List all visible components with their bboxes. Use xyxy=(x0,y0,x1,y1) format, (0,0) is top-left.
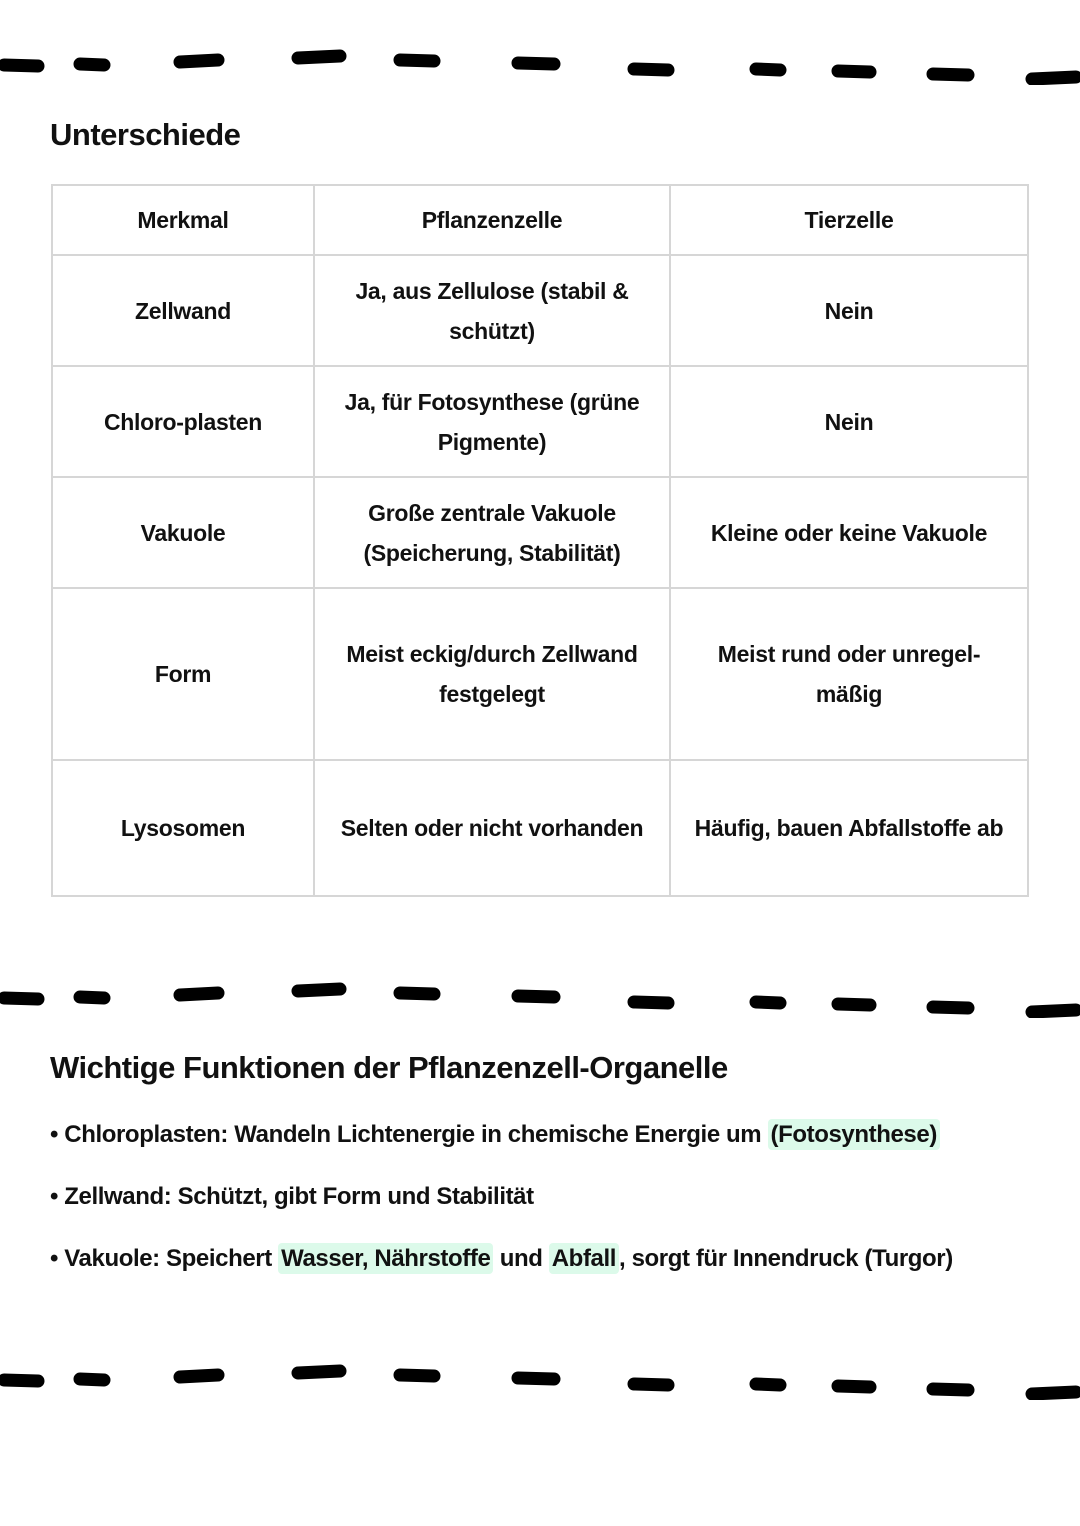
dash-mark xyxy=(933,1389,968,1390)
cell: Häufig, bauen Abfallstoffe ab xyxy=(670,760,1028,896)
header-pflanzenzelle: Pflanzenzelle xyxy=(314,185,670,255)
table-row xyxy=(52,588,1028,760)
table-row xyxy=(52,477,1028,588)
highlight: Abfall xyxy=(549,1243,619,1274)
bullet-text: • Vakuole: Speichert xyxy=(50,1245,279,1272)
dash-mark xyxy=(634,69,668,70)
section-title-funktionen: Wichtige Funktionen der Pflanzenzell-Organelle xyxy=(50,1050,728,1085)
dash-mark xyxy=(518,996,554,997)
dash-mark xyxy=(518,63,554,64)
dash-mark xyxy=(180,60,218,62)
cell: Ja, aus Zellulose (stabil & schützt) xyxy=(314,255,670,366)
dash-mark xyxy=(400,993,434,994)
cell: Nein xyxy=(670,255,1028,366)
cell: Form xyxy=(52,588,314,760)
dash-mark xyxy=(298,989,340,991)
dashed-divider xyxy=(0,45,1080,85)
cell: Vakuole xyxy=(52,477,314,588)
dash-mark xyxy=(4,65,38,66)
dashed-divider xyxy=(0,978,1080,1018)
bullet-chloroplasten xyxy=(50,1115,953,1177)
header-tierzelle: Tierzelle xyxy=(670,185,1028,255)
dash-mark xyxy=(933,74,968,75)
dash-mark xyxy=(1032,1392,1076,1394)
dash-mark xyxy=(1032,77,1076,79)
bullet-zellwand xyxy=(50,1177,953,1239)
dash-mark xyxy=(4,1380,38,1381)
cell: Selten oder nicht vorhanden xyxy=(314,760,670,896)
dash-mark xyxy=(180,993,218,995)
dash-mark xyxy=(756,1002,780,1003)
table-row xyxy=(52,760,1028,896)
dash-mark xyxy=(838,1004,870,1005)
dash-mark xyxy=(4,998,38,999)
dash-mark xyxy=(518,1378,554,1379)
section-title-unterschiede: Unterschiede xyxy=(50,117,241,152)
dash-mark xyxy=(838,1386,870,1387)
highlight: Wasser, Nährstoffe xyxy=(278,1243,493,1274)
bullet-list xyxy=(50,1115,953,1301)
dashed-divider xyxy=(0,1360,1080,1400)
dash-mark xyxy=(756,69,780,70)
dash-mark xyxy=(1032,1010,1076,1012)
cell: Große zentrale Vakuole (Speicherung, Stabilität) xyxy=(314,477,670,588)
cell: Zellwand xyxy=(52,255,314,366)
dash-mark xyxy=(298,56,340,58)
header-merkmal: Merkmal xyxy=(52,185,314,255)
comparison-table xyxy=(51,184,1029,897)
dash-mark xyxy=(80,1379,104,1380)
cell: Nein xyxy=(670,366,1028,477)
table-row xyxy=(52,255,1028,366)
dash-mark xyxy=(756,1384,780,1385)
table-row xyxy=(52,366,1028,477)
dash-mark xyxy=(634,1384,668,1385)
dash-mark xyxy=(80,64,104,65)
cell: Ja, für Fotosynthese (grüne Pigmente) xyxy=(314,366,670,477)
cell: Meist rund oder unregel-mäßig xyxy=(670,588,1028,760)
dash-mark xyxy=(400,1375,434,1376)
bullet-text: • Zellwand: Schützt, gibt Form und Stabilität xyxy=(50,1183,534,1210)
dash-mark xyxy=(838,71,870,72)
dash-mark xyxy=(80,997,104,998)
bullet-text: und xyxy=(493,1245,549,1272)
cell: Lysosomen xyxy=(52,760,314,896)
dash-mark xyxy=(298,1371,340,1373)
bullet-text: • Chloroplasten: Wandeln Lichtenergie in chemische Energie um xyxy=(50,1121,768,1148)
highlight: (Fotosynthese) xyxy=(768,1119,940,1150)
dash-mark xyxy=(634,1002,668,1003)
dash-mark xyxy=(180,1375,218,1377)
dash-mark xyxy=(400,60,434,61)
cell: Kleine oder keine Vakuole xyxy=(670,477,1028,588)
dash-mark xyxy=(933,1007,968,1008)
cell: Chloro-plasten xyxy=(52,366,314,477)
bullet-vakuole xyxy=(50,1239,953,1301)
cell: Meist eckig/durch Zellwand festgelegt xyxy=(314,588,670,760)
bullet-text: , sorgt für Innendruck (Turgor) xyxy=(619,1245,953,1272)
